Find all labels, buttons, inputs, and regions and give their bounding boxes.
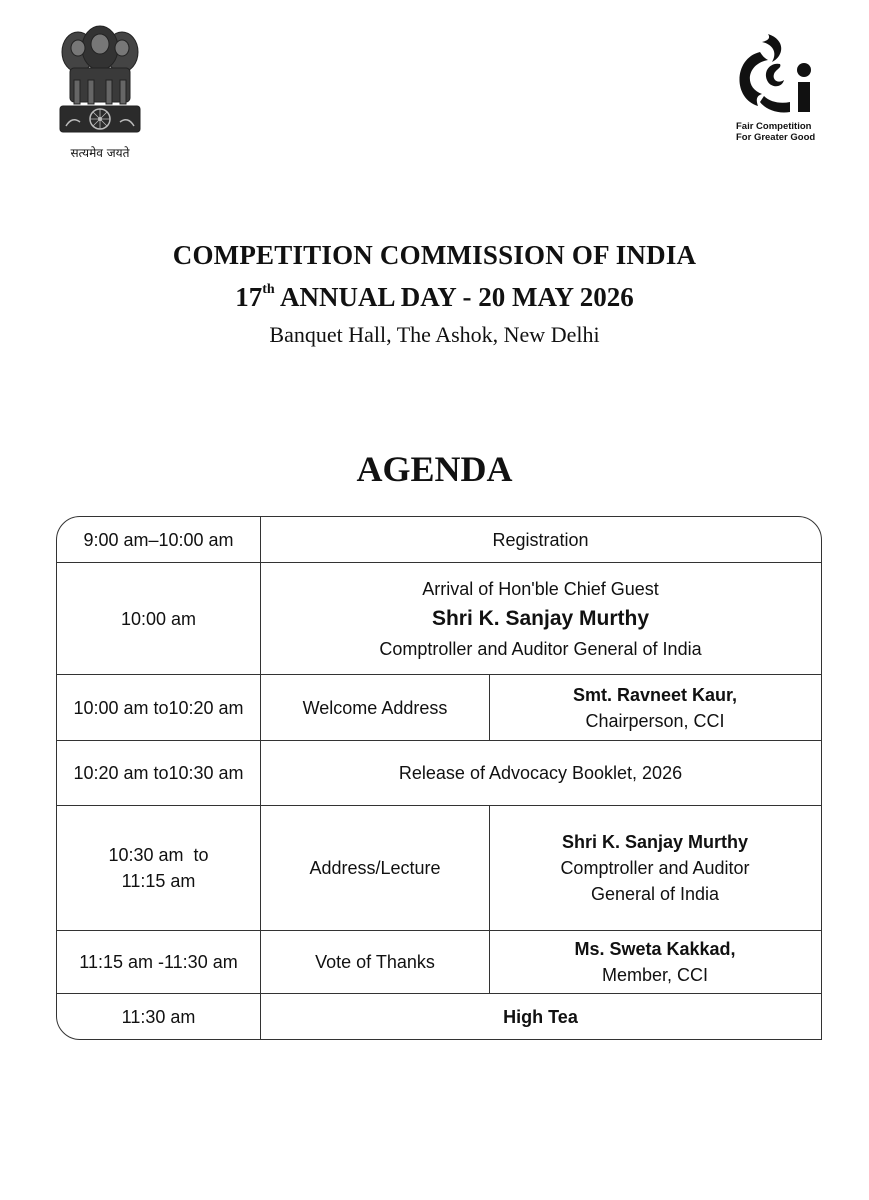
cci-tagline xyxy=(736,121,846,143)
agenda-row xyxy=(57,517,821,562)
event-ordinal-suffix: th xyxy=(262,282,275,297)
agenda-time: 9:00 am–10:00 am xyxy=(57,517,261,562)
agenda-row xyxy=(57,805,821,930)
agenda-item: Address/Lecture xyxy=(261,806,490,930)
agenda-item-line: Comptroller and Auditor General of India xyxy=(379,638,702,659)
title-block xyxy=(0,236,869,352)
agenda-time: 10:20 am to10:30 am xyxy=(57,741,261,805)
agenda-time-line: 11:15 am xyxy=(121,871,196,891)
speaker-name: Smt. Ravneet Kaur, xyxy=(572,684,738,705)
agenda-speaker xyxy=(490,931,820,993)
agenda-item: Registration xyxy=(492,529,589,550)
agenda-speaker xyxy=(490,806,820,930)
speaker-role: General of India xyxy=(590,884,720,904)
cci-tagline-line2: For Greater Good xyxy=(736,132,816,143)
agenda-row xyxy=(57,562,821,674)
event-title xyxy=(0,274,869,316)
agenda-item: Release of Advocacy Booklet, 2026 xyxy=(398,763,683,783)
agenda-heading: AGENDA xyxy=(356,449,513,489)
agenda-row xyxy=(57,993,821,1039)
organization-title: COMPETITION COMMISSION OF INDIA xyxy=(172,240,697,270)
agenda-time: 10:00 am to10:20 am xyxy=(57,675,261,740)
event-title-rest: ANNUAL DAY - 20 MAY 2026 xyxy=(274,282,634,312)
agenda-item xyxy=(261,563,820,674)
agenda-time-line: 10:30 am to xyxy=(108,845,209,865)
agenda-item: Vote of Thanks xyxy=(261,931,490,993)
agenda-row xyxy=(57,930,821,993)
agenda-row xyxy=(57,674,821,740)
speaker-name: Shri K. Sanjay Murthy xyxy=(561,832,749,852)
agenda-item: High Tea xyxy=(503,1006,578,1027)
agenda-time xyxy=(57,806,261,930)
speaker-role: Member, CCI xyxy=(601,965,709,985)
agenda-table xyxy=(56,516,822,1040)
speaker-role: Chairperson, CCI xyxy=(585,710,725,731)
event-number: 17 xyxy=(235,282,263,312)
speaker-name: Ms. Sweta Kakkad, xyxy=(574,939,736,959)
agenda-speaker xyxy=(490,675,820,740)
venue: Banquet Hall, The Ashok, New Delhi xyxy=(269,322,600,347)
speaker-role: Comptroller and Auditor xyxy=(560,858,750,878)
agenda-time: 11:30 am xyxy=(57,994,261,1039)
agenda-time: 10:00 am xyxy=(57,563,261,674)
cci-tagline-line1: Fair Competition xyxy=(736,121,812,132)
agenda-row xyxy=(57,740,821,805)
agenda-item: Welcome Address xyxy=(261,675,490,740)
chief-guest-name: Shri K. Sanjay Murthy xyxy=(431,606,650,630)
agenda-time: 11:15 am -11:30 am xyxy=(57,931,261,993)
agenda-item-line: Arrival of Hon'ble Chief Guest xyxy=(422,578,659,599)
emblem-motto: सत्यमेव जयते xyxy=(70,146,130,160)
